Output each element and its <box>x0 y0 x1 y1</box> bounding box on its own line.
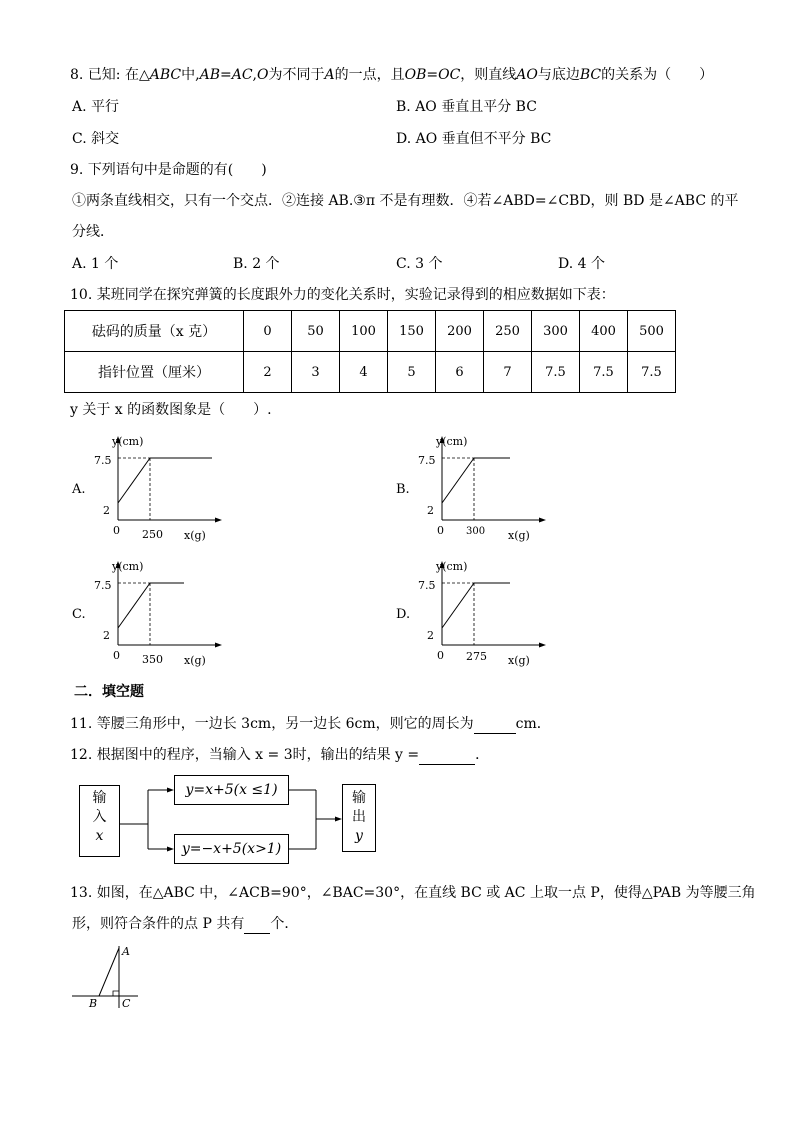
graph-xlabel: x(g) <box>184 654 206 667</box>
q10-graph-b[interactable] <box>414 432 594 557</box>
q9-option-a[interactable]: A. 1 个 <box>72 256 119 272</box>
arrowhead-branch2 <box>167 847 174 852</box>
x-axis-arrow <box>539 643 546 648</box>
q10-graph-d[interactable] <box>414 557 594 682</box>
graph-xlabel: x(g) <box>184 529 206 542</box>
table-cell: 7.5 <box>580 352 628 393</box>
table-cell: 200 <box>436 311 484 352</box>
table-cell: 7.5 <box>532 352 580 393</box>
q8-option-b[interactable]: B. AO 垂直且平分 BC <box>396 99 537 115</box>
input-box: 输 入 x <box>79 785 120 857</box>
graph-origin: 0 <box>113 649 120 662</box>
section-title-fill-in: 二．填空题 <box>74 684 144 700</box>
q13-stem-line1: 13. 如图，在△ABC 中，∠ACB=90°，∠BAC=30°，在直线 BC 或 AC 上取一点 P，使得△PAB 为等腰三角 <box>70 885 756 901</box>
table-cell: 300 <box>532 311 580 352</box>
triangle-svg <box>70 940 150 1015</box>
branch1-box: y=x+5(x ≤1) <box>174 775 289 805</box>
table-cell: 7 <box>484 352 532 393</box>
graph-ylabel: y(cm) <box>436 435 468 448</box>
table-cell: 250 <box>484 311 532 352</box>
table-cell: 2 <box>244 352 292 393</box>
arrowhead-output <box>335 817 342 822</box>
table-cell: 150 <box>388 311 436 352</box>
graph-origin: 0 <box>437 524 444 537</box>
graph-ytick-top: 7.5 <box>418 454 436 467</box>
q13-stem-line2: 形，则符合条件的点 P 共有 个． <box>72 916 299 932</box>
answer-blank[interactable] <box>474 719 516 734</box>
table-cell: 50 <box>292 311 340 352</box>
table-row <box>65 352 676 393</box>
graph-xlabel: x(g) <box>508 529 530 542</box>
q9-option-c[interactable]: C. 3 个 <box>396 256 443 272</box>
graph-b-svg <box>414 432 594 557</box>
branch2-box: y=−x+5(x>1) <box>174 834 289 864</box>
q10-stem: 10. 某班同学在探究弹簧的长度跟外力的变化关系时，实验记录得到的相应数据如下表： <box>70 287 615 303</box>
graph-ylabel: y(cm) <box>436 560 468 573</box>
graph-a-svg <box>90 432 270 557</box>
graph-c-svg <box>90 557 270 682</box>
table-cell: 3 <box>292 352 340 393</box>
arrowhead-branch1 <box>167 788 174 793</box>
q10-option-a-label[interactable]: A. <box>72 482 86 497</box>
q10-data-table <box>64 310 676 393</box>
q9-option-b[interactable]: B. 2 个 <box>233 256 280 272</box>
vertex-c-label: C <box>122 997 131 1010</box>
q10-option-c-label[interactable]: C. <box>72 607 86 622</box>
output-box: 输 出 y <box>342 784 376 852</box>
q10-option-d-label[interactable]: D. <box>396 607 411 622</box>
q9-stem: 9. 下列语句中是命题的有( ) <box>70 162 267 178</box>
table-cell: 4 <box>340 352 388 393</box>
line-ab <box>99 948 119 996</box>
graph-ytick-start: 2 <box>427 629 434 642</box>
graph-ytick-top: 7.5 <box>94 579 112 592</box>
graph-xlabel: x(g) <box>508 654 530 667</box>
table-cell: 100 <box>340 311 388 352</box>
graph-ytick-top: 7.5 <box>94 454 112 467</box>
x-axis-arrow <box>539 518 546 523</box>
q8-option-a[interactable]: A. 平行 <box>72 99 120 115</box>
vertex-a-label: A <box>122 945 130 958</box>
table-cell: 5 <box>388 352 436 393</box>
q10-graph-a[interactable] <box>90 432 270 557</box>
graph-rising-segment <box>118 583 150 628</box>
table-header-mass: 砝码的质量（x 克） <box>65 311 244 352</box>
q13-triangle-figure <box>70 940 150 1015</box>
q10-option-b-label[interactable]: B. <box>396 482 410 497</box>
graph-rising-segment <box>442 583 474 628</box>
q8-option-c[interactable]: C. 斜交 <box>72 131 120 147</box>
table-cell: 0 <box>244 311 292 352</box>
graph-ylabel: y(cm) <box>112 560 144 573</box>
table-header-position: 指针位置（厘米） <box>65 352 244 393</box>
graph-rising-segment <box>118 458 150 503</box>
q12-stem: 12. 根据图中的程序，当输入 x = 3时，输出的结果 y = ． <box>70 747 490 763</box>
graph-xtick-break: 275 <box>466 650 487 663</box>
x-axis-arrow <box>215 518 222 523</box>
graph-d-svg <box>414 557 594 682</box>
graph-xtick-break: 250 <box>142 528 163 541</box>
graph-rising-segment <box>442 458 474 503</box>
q10-graph-c[interactable] <box>90 557 270 682</box>
q9-body-line1: ①两条直线相交，只有一个交点．②连接 AB.③π 不是有理数．④若∠ABD=∠CBD，则 BD 是∠ABC 的平 <box>72 193 739 209</box>
table-cell: 500 <box>628 311 676 352</box>
q9-option-d[interactable]: D. 4 个 <box>558 256 605 272</box>
q8-option-d[interactable]: D. AO 垂直但不平分 BC <box>396 131 552 147</box>
q11-stem: 11. 等腰三角形中，一边长 3cm，另一边长 6cm，则它的周长为 cm． <box>70 716 551 732</box>
q9-body-line2: 分线． <box>72 224 114 240</box>
graph-origin: 0 <box>113 524 120 537</box>
answer-blank[interactable] <box>419 750 475 765</box>
graph-origin: 0 <box>437 649 444 662</box>
graph-ytick-start: 2 <box>103 504 110 517</box>
graph-ylabel: y(cm) <box>112 435 144 448</box>
graph-xtick-break: 300 <box>466 526 486 537</box>
vertex-b-label: B <box>89 997 98 1010</box>
table-cell: 400 <box>580 311 628 352</box>
graph-ytick-start: 2 <box>427 504 434 517</box>
right-angle-mark <box>113 991 119 996</box>
table-cell: 7.5 <box>628 352 676 393</box>
q12-flowchart <box>70 770 400 865</box>
graph-ytick-top: 7.5 <box>418 579 436 592</box>
x-axis-arrow <box>215 643 222 648</box>
q8-stem: 8. 已知: 在△ABC中,AB=AC,O为不同于A的一点，且OB=OC，则直线AO与底边BC的关系为（ ） <box>70 67 714 83</box>
q10-question: y 关于 x 的函数图象是（ ）. <box>70 402 272 418</box>
answer-blank[interactable] <box>244 919 270 934</box>
graph-xtick-break: 350 <box>142 653 163 666</box>
table-row <box>65 311 676 352</box>
table-cell: 6 <box>436 352 484 393</box>
graph-ytick-start: 2 <box>103 629 110 642</box>
